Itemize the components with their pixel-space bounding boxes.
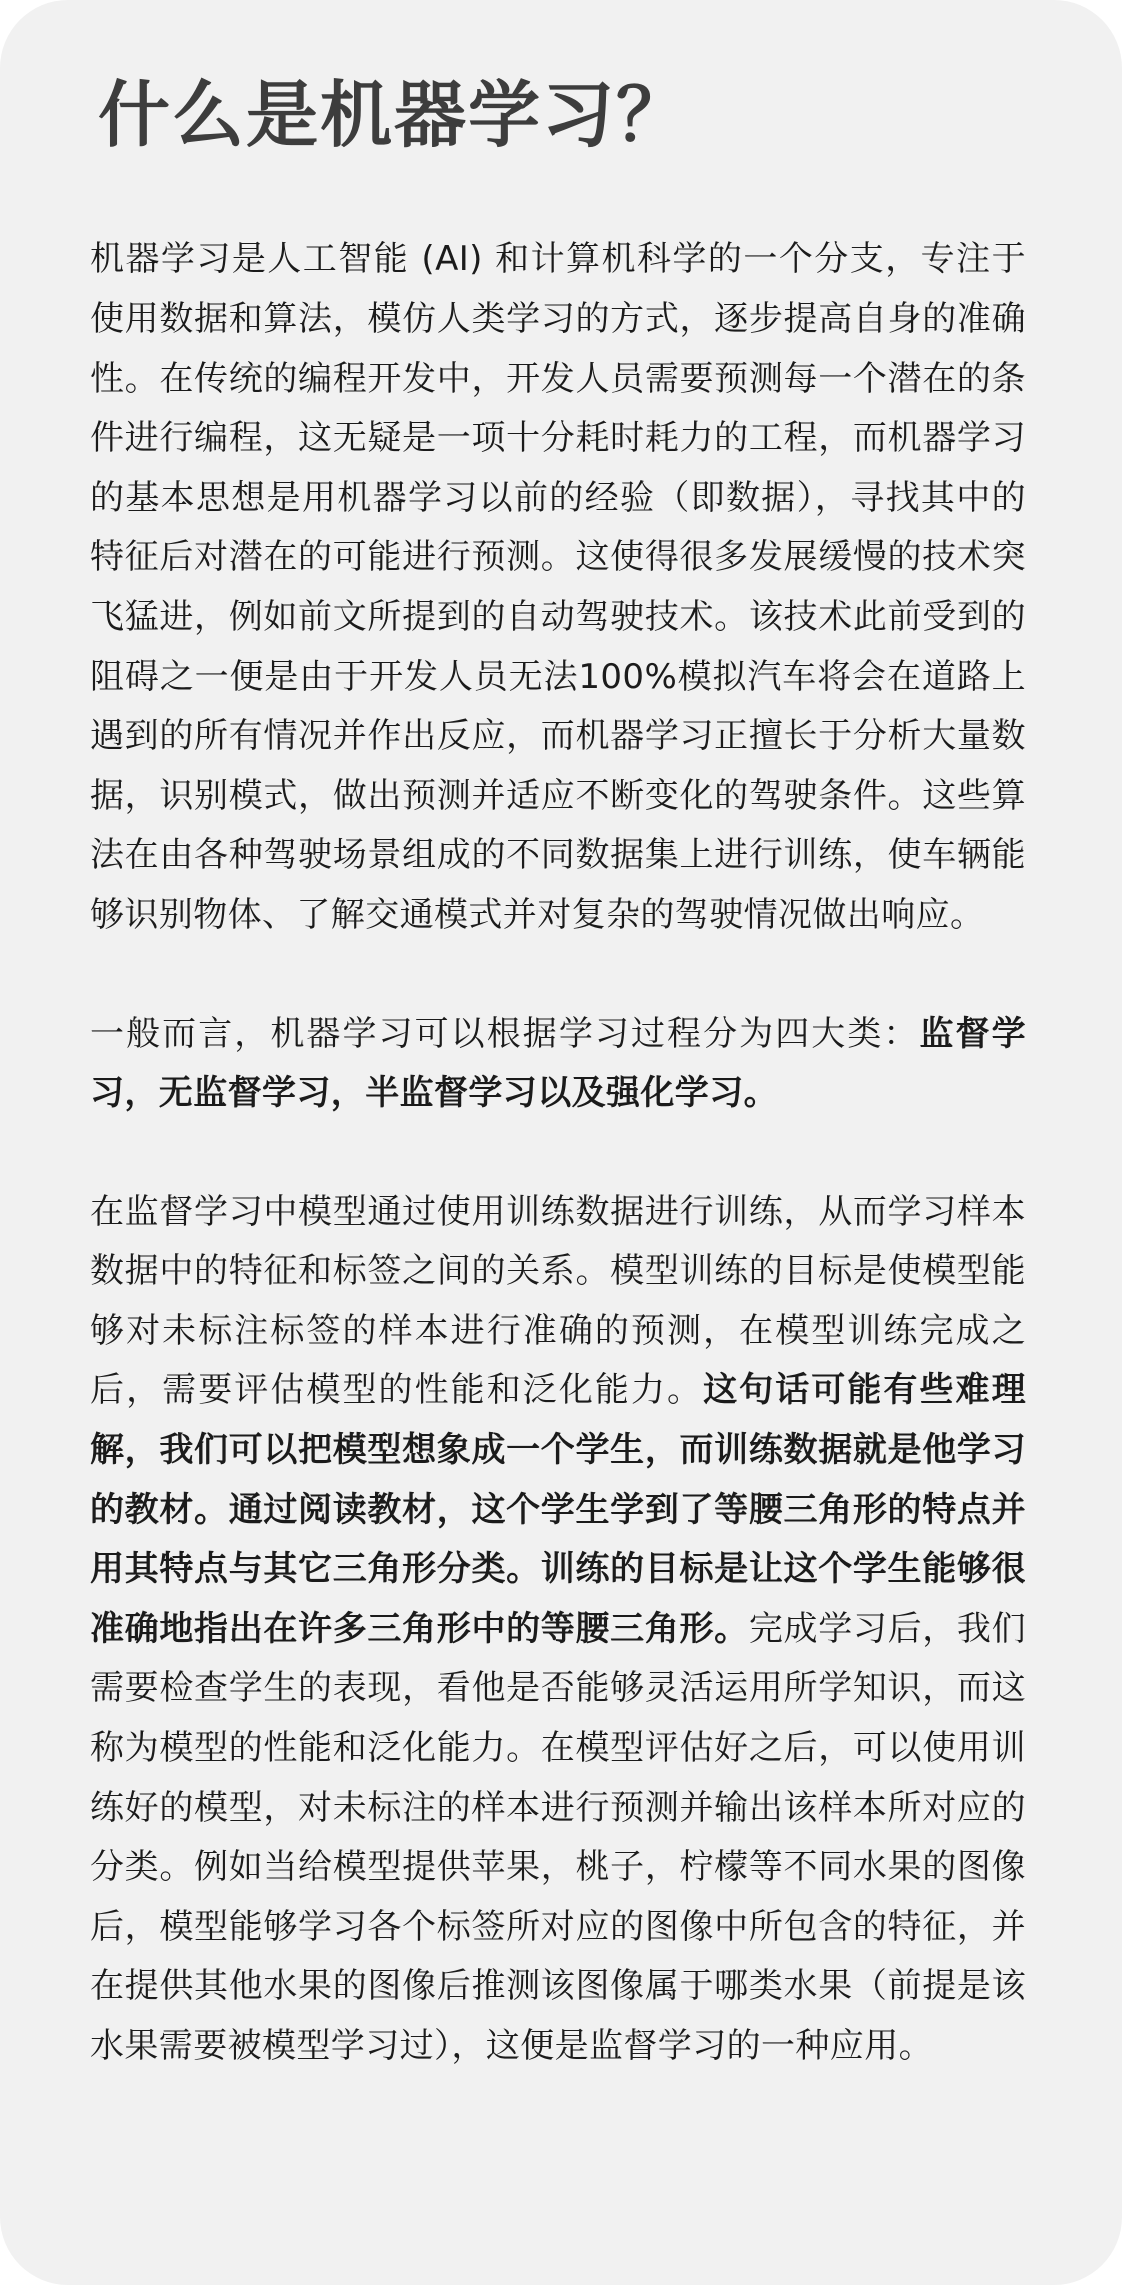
paragraph-intro: 机器学习是人工智能 (AI) 和计算机科学的一个分支，专注于使用数据和算法，模仿人类学习的方式，逐步提高自身的准确性。在传统的编程开发中，开发人员需要预测每一个潜在的条件进行编程，这无疑是一项十分耗时耗力的工程，而机器学习的基本思想是用机器学习以前的经验（即数据），寻找其中的特征后对潜在的可能进行预测。这使得很多发展缓慢的技术突飞猛进，例如前文所提到的自动驾驶技术。该技术此前受到的阻碍之一便是由于开发人员无法100%模拟汽车将会在道路上遇到的所有情况并作出反应，而机器学习正擅长于分析大量数据，识别模式，做出预测并适应不断变化的驾驶条件。这些算法在由各种驾驶场景组成的不同数据集上进行训练，使车辆能够识别物体、了解交通模式并对复杂的驾驶情况做出响应。	[90, 239, 1026, 935]
paragraph-supervised	[90, 1183, 1026, 2077]
supervised-bold-text: 这句话可能有些难理解，我们可以把模型想象成一个学生，而训练数据就是他学习的教材。通过阅读教材，这个学生学到了等腰三角形的特点并用其特点与其它三角形分类。训练的目标是让这个学生能够很准确地指出在许多三角形中的等腰三角形。	[90, 1370, 1026, 1649]
article-title: 什么是机器学习？	[98, 73, 691, 157]
supervised-text-b: 完成学习后，我们需要检查学生的表现，看他是否能够灵活运用所学知识，而这称为模型的性能和泛化能力。在模型评估好之后，可以使用训练好的模型，对未标注的样本进行预测并输出该样本所对应的分类。例如当给模型提供苹果，桃子，柠檬等不同水果的图像后，模型能够学习各个标签所对应的图像中所包含的特征，并在提供其他水果的图像后推测该图像属于哪类水果（前提是该水果需要被模型学习过），这便是监督学习的一种应用。	[90, 1608, 1026, 2067]
supervised-text-a: 在监督学习中模型通过使用训练数据进行训练，从而学习样本数据中的特征和标签之间的关系。模型训练的目标是使模型能够对未标注标签的样本进行准确的预测，在模型训练完成之后，需要评估模型的性能和泛化能力。	[90, 1191, 1026, 1411]
categories-intro-text: 一般而言，机器学习可以根据学习过程分为四大类：	[90, 1013, 920, 1054]
paragraph-categories	[90, 1005, 1026, 1124]
categories-bold-text: 监督学习，无监督学习，半监督学习以及强化学习。	[90, 1013, 1026, 1114]
